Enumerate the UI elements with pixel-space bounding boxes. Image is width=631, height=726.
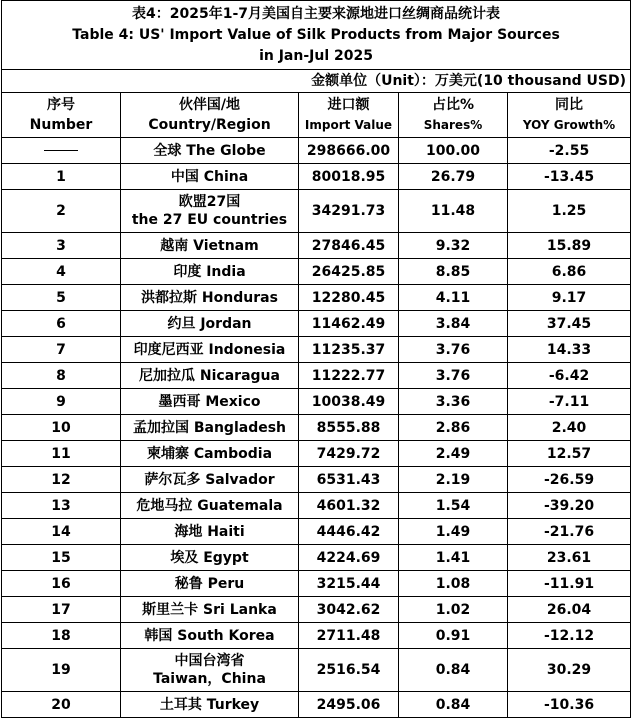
row-country: 韩国 South Korea [121,623,299,649]
row-share: 0.91 [399,623,508,649]
row-yoy: 2.40 [508,415,631,441]
header-import-value: 进口额 Import Value [299,93,399,138]
row-country: 斯里兰卡 Sri Lanka [121,597,299,623]
row-import-value: 2495.06 [299,692,399,718]
table-title [2,1,631,70]
row-import-value: 27846.45 [299,233,399,259]
row-share: 8.85 [399,259,508,285]
row-country: 秘鲁 Peru [121,571,299,597]
row-share: 4.11 [399,285,508,311]
row-share: 1.54 [399,493,508,519]
row-share: 0.84 [399,649,508,692]
row-share: 2.19 [399,467,508,493]
table-row [2,493,631,519]
row-import-value: 298666.00 [299,138,399,164]
row-number: 3 [2,233,121,259]
country-line-1: 中国台湾省 [174,653,245,669]
row-number: 1 [2,164,121,190]
row-country: 印度尼西亚 Indonesia [121,337,299,363]
row-share: 100.00 [399,138,508,164]
row-number: 17 [2,597,121,623]
row-country: 约旦 Jordan [121,311,299,337]
row-yoy: 15.89 [508,233,631,259]
row-number: 5 [2,285,121,311]
row-yoy: 30.29 [508,649,631,692]
row-import-value: 2711.48 [299,623,399,649]
row-import-value: 6531.43 [299,467,399,493]
table-row [2,233,631,259]
row-yoy: -13.45 [508,164,631,190]
row-share: 26.79 [399,164,508,190]
country-line-2: the 27 EU countries [131,212,288,228]
row-import-value: 4601.32 [299,493,399,519]
table-row [2,285,631,311]
row-country: 海地 Haiti [121,519,299,545]
header-yoy: 同比 YOY Growth% [508,93,631,138]
row-share: 2.49 [399,441,508,467]
table-row [2,519,631,545]
row-number: 16 [2,571,121,597]
table-row [2,692,631,718]
row-share: 11.48 [399,190,508,233]
row-country: 萨尔瓦多 Salvador [121,467,299,493]
row-yoy: -39.20 [508,493,631,519]
row-country: 土耳其 Turkey [121,692,299,718]
row-import-value: 12280.45 [299,285,399,311]
table-row [2,415,631,441]
row-country: 孟加拉国 Bangladesh [121,415,299,441]
row-yoy: -11.91 [508,571,631,597]
row-number: 7 [2,337,121,363]
row-share: 1.02 [399,597,508,623]
row-number [2,138,121,164]
country-line-2: Taiwan，China [153,671,266,687]
table-row [2,467,631,493]
row-import-value: 3215.44 [299,571,399,597]
row-country: 中国 China [121,164,299,190]
row-yoy: -2.55 [508,138,631,164]
row-yoy: -7.11 [508,389,631,415]
table-row [2,363,631,389]
table-row [2,138,631,164]
row-yoy: 26.04 [508,597,631,623]
table-row [2,571,631,597]
table-row [2,259,631,285]
row-share: 9.32 [399,233,508,259]
row-country: 柬埔寨 Cambodia [121,441,299,467]
row-country: 危地马拉 Guatemala [121,493,299,519]
row-country: 越南 Vietnam [121,233,299,259]
row-country: 埃及 Egypt [121,545,299,571]
row-share: 2.86 [399,415,508,441]
row-number: 4 [2,259,121,285]
row-number: 9 [2,389,121,415]
row-import-value: 26425.85 [299,259,399,285]
row-yoy: -12.12 [508,623,631,649]
row-yoy: 14.33 [508,337,631,363]
table-row [2,649,631,692]
row-number: 13 [2,493,121,519]
row-number: 19 [2,649,121,692]
row-yoy: -26.59 [508,467,631,493]
row-yoy: 1.25 [508,190,631,233]
title-zh: 表4：2025年1-7月美国自主要来源地进口丝绸商品统计表 [132,5,501,22]
row-import-value: 11235.37 [299,337,399,363]
row-yoy: 6.86 [508,259,631,285]
row-share: 3.36 [399,389,508,415]
row-import-value: 10038.49 [299,389,399,415]
row-import-value: 2516.54 [299,649,399,692]
row-number: 15 [2,545,121,571]
row-import-value: 34291.73 [299,190,399,233]
table-row [2,311,631,337]
row-number: 20 [2,692,121,718]
row-number: 10 [2,415,121,441]
row-number: 14 [2,519,121,545]
row-share: 1.08 [399,571,508,597]
row-import-value: 8555.88 [299,415,399,441]
table-row [2,623,631,649]
row-yoy: -21.76 [508,519,631,545]
row-yoy: 12.57 [508,441,631,467]
dash-mark [44,150,78,151]
header-country: 伙伴国/地 Country/Region [121,93,299,138]
table-row [2,441,631,467]
row-import-value: 11222.77 [299,363,399,389]
table-row [2,389,631,415]
row-country: 洪都拉斯 Honduras [121,285,299,311]
row-share: 3.76 [399,363,508,389]
row-yoy: 37.45 [508,311,631,337]
header-row [2,93,631,138]
row-number: 6 [2,311,121,337]
row-import-value: 7429.72 [299,441,399,467]
row-country: 全球 The Globe [121,138,299,164]
row-import-value: 80018.95 [299,164,399,190]
row-import-value: 4224.69 [299,545,399,571]
row-share: 1.41 [399,545,508,571]
row-number: 18 [2,623,121,649]
silk-import-table [1,0,631,718]
row-import-value: 4446.42 [299,519,399,545]
row-number: 8 [2,363,121,389]
row-country [121,190,299,233]
row-share: 1.49 [399,519,508,545]
table-row [2,164,631,190]
row-import-value: 3042.62 [299,597,399,623]
title-en-line1: Table 4: US' Import Value of Silk Products from Major Sources [72,26,560,43]
title-en-line2: in Jan-Jul 2025 [259,47,373,64]
country-line-1: 欧盟27国 [178,194,241,210]
row-share: 0.84 [399,692,508,718]
table-row [2,545,631,571]
row-country: 尼加拉瓜 Nicaragua [121,363,299,389]
table-row [2,337,631,363]
row-yoy: 23.61 [508,545,631,571]
header-number: 序号 Number [2,93,121,138]
row-share: 3.84 [399,311,508,337]
row-yoy: -10.36 [508,692,631,718]
row-country: 印度 India [121,259,299,285]
row-number: 2 [2,190,121,233]
row-yoy: 9.17 [508,285,631,311]
row-country: 墨西哥 Mexico [121,389,299,415]
row-number: 12 [2,467,121,493]
row-import-value: 11462.49 [299,311,399,337]
row-yoy: -6.42 [508,363,631,389]
row-number: 11 [2,441,121,467]
table-row [2,597,631,623]
table-row [2,190,631,233]
row-country [121,649,299,692]
row-share: 3.76 [399,337,508,363]
unit-note: 金额单位（Unit）：万美元(10 thousand USD) [2,70,631,93]
header-shares: 占比% Shares% [399,93,508,138]
